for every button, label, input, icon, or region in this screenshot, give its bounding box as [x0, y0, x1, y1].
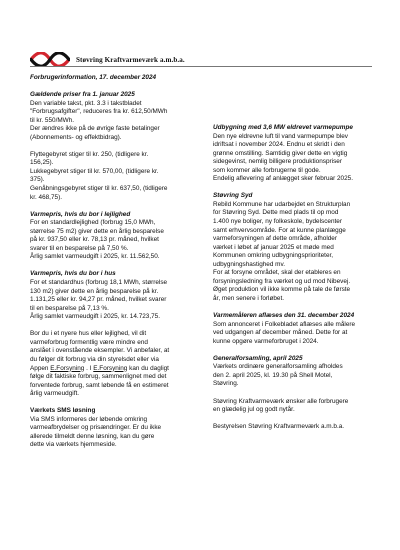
- text-line: Lukkegebyret stiger til kr. 570,00, (tidligere kr.: [30, 167, 159, 175]
- text-line: 156,25).: [30, 159, 54, 167]
- section-heading: Varmepris, hvis du bor i lejlighed: [30, 210, 131, 218]
- text-line: Den nye eldrevne luft til vand varmepumpe blev: [213, 132, 348, 140]
- text-line: forventede forbrug, samt løbende få en estimeret: [30, 381, 169, 389]
- section-consumption-advice: [30, 330, 200, 398]
- text-line: Rebild Kommune har udarbejdet en Strukturplan: [213, 200, 351, 208]
- text-line: svarer til en besparelse på 7,50 %.: [30, 244, 129, 252]
- text-line: allerede tilmeldt denne løsning, kan du gøre: [30, 432, 155, 440]
- text-line: samt erhvervsområde. For at kunne planlægge: [213, 226, 346, 234]
- text-line: Årlig samlet varmeudgift i 2025, kr. 11.562,50.: [30, 253, 160, 261]
- text-line: (Abonnements- og effektbidrag).: [30, 133, 122, 141]
- text-line: for Støvring Syd. Dette med plads til op mod: [213, 209, 339, 217]
- text-line: 1.400 nye boliger, ny folkeskole, bydelscenter: [213, 218, 342, 226]
- text-line: Genåbningsgebyret stiger til kr. 637,50, (tidligere: [30, 185, 168, 193]
- section-heading: Udbygning med 3,6 MW eldrevet varmepumpe: [213, 124, 353, 131]
- text-line: på kr. 937,50 eller kr. 78,13 pr. måned, hvilket: [30, 236, 159, 244]
- section-heading: Værkets SMS løsning: [30, 407, 96, 415]
- text-line: Øget produktion vil ikke komme på tale de første: [213, 286, 351, 294]
- section-heading: Støvring Syd: [213, 192, 253, 200]
- text-line: kunne opgøre varmeforbruget i 2024.: [213, 337, 319, 345]
- app-suffix: kan du dagligt: [127, 364, 169, 372]
- text-line: Via SMS informeres der løbende omkring: [30, 415, 148, 423]
- text-line: 1.131,25 eller kr. 94,27 pr. måned, hvilket svarer: [30, 296, 167, 304]
- document-title: Forbrugerinformation, 17. december 2024: [30, 74, 157, 81]
- text-line: du følger dit forbrug via din styrelsdet eller via: [30, 355, 159, 363]
- text-line: Endelig aflevering af anlægget sker februar 2025.: [213, 175, 353, 183]
- text-line: år, men senere i forløbet.: [213, 294, 285, 302]
- text-line: Bor du i et nyere hus eller lejlighed, vil dit: [30, 330, 147, 338]
- text-line: idriftsat i november 2024. Endnu et skridt i den: [213, 141, 345, 149]
- text-line: Årlig samlet varmeudgift i 2025, kr. 14.723,75.: [30, 313, 161, 321]
- text-line-app: [30, 365, 200, 374]
- organization-name: Støvring Kraftvarmeværk a.m.b.a.: [76, 55, 185, 64]
- section-meter-reading: [213, 312, 378, 346]
- text-line: den 2. april 2025, kl. 19.30 på Shell Motel,: [213, 371, 333, 379]
- text-line: Kommunen omkring udbygningsprioriteter,: [213, 252, 334, 260]
- text-line: For et standardhus (forbrug 18,1 MWh, størrelse: [30, 279, 168, 287]
- section-heading: Varmemåleren aflæses den 31. december 2024: [213, 312, 355, 320]
- text-line: ved udgangen af december måned. Dette for at: [213, 329, 348, 337]
- text-line: Der ændres ikke på de øvrige faste betalinger: [30, 125, 160, 133]
- section-stovring-syd: [213, 192, 378, 303]
- text-line: anslået i ovenstående eksempler. Vi anbefaler, at: [30, 347, 170, 355]
- text-line: varmeforsyningen af dette område, afholder: [213, 235, 337, 243]
- app-separator: . I: [84, 364, 94, 372]
- section-heatpump: [213, 124, 378, 184]
- text-line: "Forbrugsafgifter", reduceres fra kr. 612,50/MWh: [30, 108, 168, 116]
- text-line: For en standardlejlighed (forbrug 15,0 MWh,: [30, 219, 156, 227]
- section-prices: [30, 91, 200, 142]
- header-divider: [30, 66, 372, 67]
- text-line: sidegevinst, nemlig billigere produktionspriser: [213, 158, 342, 166]
- text-line: For at forsyne området, skal der etableres en: [213, 269, 341, 277]
- text-line: udbygningshastighed mv.: [213, 260, 286, 268]
- text-line: grønne omstilling. Samtidig giver dette en vigtig: [213, 149, 348, 157]
- section-signature: [213, 423, 378, 432]
- section-heading: Varmepris, hvis du bor i hus: [30, 270, 116, 278]
- text-line: Støvring.: [213, 380, 239, 388]
- text-line: som kommer alle forbrugerne til gode.: [213, 166, 321, 174]
- text-line: til kr. 550/MWh.: [30, 116, 75, 124]
- app-prefix: Appen: [30, 364, 51, 372]
- text-line: værket i løbet af januar 2025 et møde med: [213, 243, 334, 251]
- section-heading: Generalforsamling, april 2025: [213, 354, 303, 362]
- text-line: følge dit faktiske forbrug, sammenlignet med det: [30, 373, 167, 381]
- text-line: kr. 468,75).: [30, 193, 62, 201]
- text-line: Værkets ordinære generalforsamling afholdes: [213, 363, 343, 371]
- letterhead: [30, 52, 185, 67]
- text-line: Som annonceret i Folkebladet aflæses alle målere: [213, 320, 356, 328]
- eforsyning-link[interactable]: E.Forsyning: [50, 364, 85, 372]
- text-line: forsyningsledning fra værket og ud mod Nibevej.: [213, 277, 351, 285]
- text-line: årlig varmeudgift.: [30, 390, 80, 398]
- text-line: Den variable takst, pkt. 3.3 i takstbladet: [30, 99, 142, 107]
- text-line: Flyttegebyret stiger til kr. 250, (tidligere kr.: [30, 150, 149, 158]
- text-line: varmeafbrydelser og prisændringer. Er du ikke: [30, 424, 162, 432]
- text-line: Bestyrelsen Støvring Kraftvarmeværk a.m.b.a.: [213, 423, 345, 431]
- text-line: 375).: [30, 176, 45, 184]
- section-fees: [30, 151, 200, 202]
- text-line: en glædelig jul og godt nytår.: [213, 406, 295, 414]
- section-greeting: [213, 398, 378, 415]
- section-house-price: [30, 270, 200, 321]
- section-apartment-price: [30, 211, 200, 262]
- section-general-assembly: [213, 355, 378, 389]
- left-column: [30, 91, 200, 459]
- text-line: 130 m2) giver dette en årlig besparelse på kr.: [30, 287, 159, 295]
- text-line: varmeforbrug formentlig være mindre end: [30, 338, 148, 346]
- section-sms: [30, 407, 200, 450]
- eforsyning-link-2[interactable]: E.Forsyning: [93, 364, 128, 372]
- text-line: Støvring Kraftvarmeværk ønsker alle forbrugere: [213, 397, 349, 405]
- text-line: dette via værkets hjemmeside.: [30, 441, 117, 449]
- text-line: til en besparelse på 7,13 %.: [30, 304, 109, 312]
- section-heading: Gældende priser fra 1. januar 2025: [30, 91, 135, 98]
- wave-logo-icon: [30, 52, 70, 67]
- right-column: [213, 124, 378, 440]
- text-line: størrelse 75 m2) giver dette en årlig besparelse: [30, 227, 164, 235]
